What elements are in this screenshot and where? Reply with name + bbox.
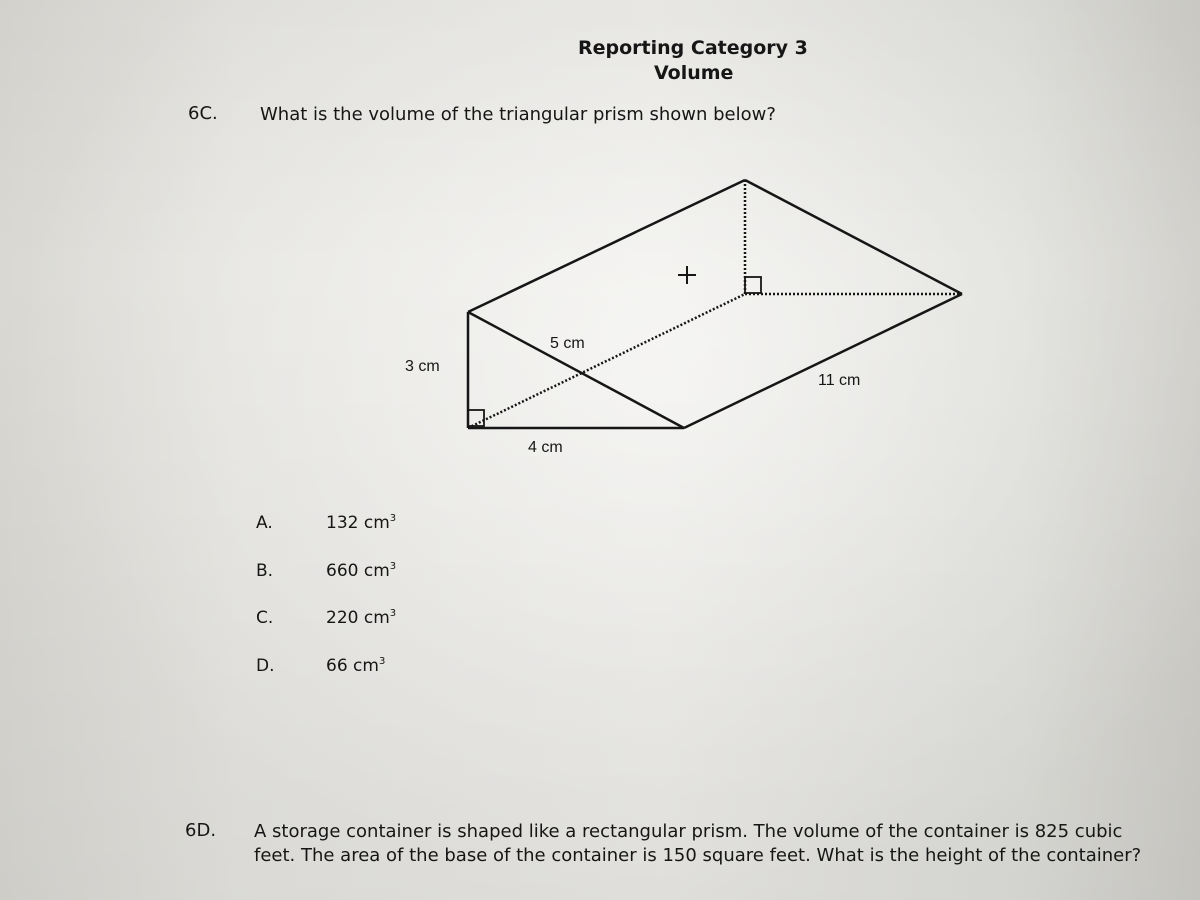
choice-c-value[interactable]: [326, 608, 396, 628]
choice-b-value[interactable]: [326, 561, 396, 581]
question-6d-prompt: A storage container is shaped like a rectangular prism. The volume of the container is 825 cubic feet. The area of the base of the container is 150 square feet. What is the height of the container?: [254, 821, 1142, 866]
prism-top-edge: [468, 180, 745, 312]
choice-a-letter: A.: [256, 513, 273, 533]
label-length: 11 cm: [818, 372, 861, 389]
prism-diagram: [400, 170, 980, 470]
plus-mark-icon: [678, 266, 696, 284]
choice-d-letter: D.: [256, 656, 275, 676]
choice-d-value[interactable]: [326, 656, 385, 676]
prism-right-bottom-edge: [684, 294, 962, 428]
choice-b-letter: B.: [256, 561, 274, 581]
header-category: Reporting Category 3: [578, 37, 808, 59]
prism-front-hypotenuse-edge: [468, 312, 684, 428]
header-topic: Volume: [654, 62, 734, 84]
choice-c-letter: C.: [256, 608, 274, 628]
label-hypotenuse: 5 cm: [550, 335, 585, 352]
choice-a-text: 132 cm: [326, 513, 390, 533]
choice-d-text: 66 cm: [326, 656, 379, 676]
choice-a-value[interactable]: [326, 513, 396, 533]
choice-d-exponent: 3: [378, 656, 386, 667]
prism-back-slant-edge: [745, 180, 962, 294]
choice-b-text: 660 cm: [326, 561, 390, 581]
question-6c-prompt: What is the volume of the triangular prism shown below?: [260, 104, 776, 125]
choice-c-text: 220 cm: [326, 608, 390, 628]
choice-b-exponent: 3: [389, 561, 397, 572]
question-6d-number: 6D.: [185, 820, 217, 841]
question-6c-number: 6C.: [188, 103, 218, 124]
right-angle-marker-back: [745, 277, 761, 293]
label-base: 4 cm: [528, 439, 563, 456]
triangular-prism-figure: [400, 170, 980, 470]
choice-c-exponent: 3: [389, 608, 397, 619]
choice-a-exponent: 3: [389, 513, 397, 524]
label-height: 3 cm: [405, 358, 440, 375]
prism-hidden-bottom-edge: [468, 294, 745, 428]
